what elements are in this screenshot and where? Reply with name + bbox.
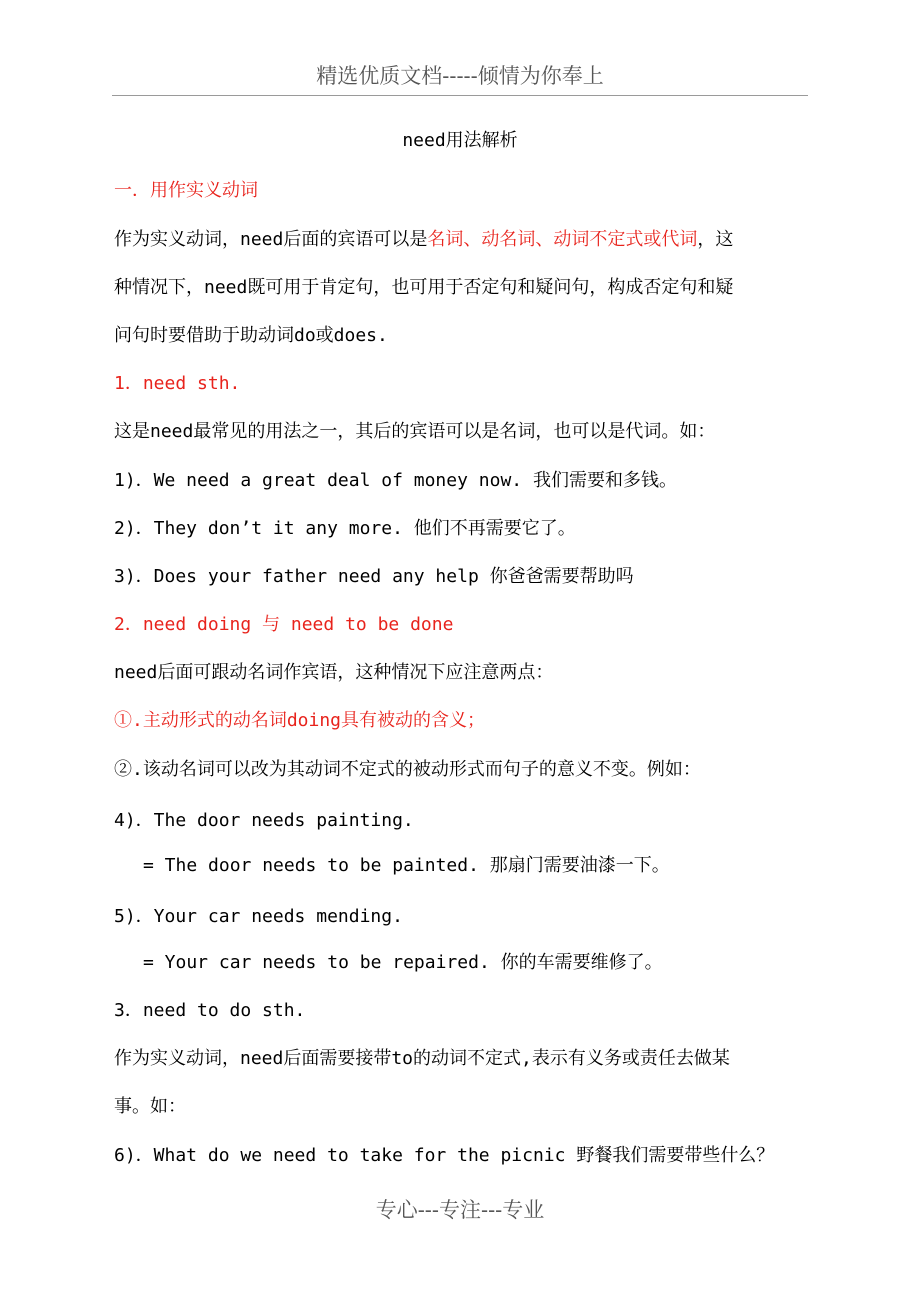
intro-highlight: 名词、动名词、动词不定式或代词 — [427, 229, 698, 250]
intro-text-tail: ，这 — [697, 229, 734, 250]
intro-text: 作为实义动词，need后面的宾语可以是 — [114, 229, 428, 250]
note-point-1: ①.主动形式的动名词doing具有被动的含义； — [114, 710, 486, 731]
example-line: 2)．They don’t it any more. 他们不再需要它了。 — [114, 518, 576, 539]
intro-paragraph-line-1 — [114, 228, 733, 252]
page-footer: 专心---专注---专业 — [375, 1198, 545, 1222]
document-title: need用法解析 — [402, 130, 518, 151]
example-equivalent-line: = The door needs to be painted. 那扇门需要油漆一下。 — [143, 855, 670, 876]
example-line: 5)．Your car needs mending. — [114, 906, 403, 927]
intro-paragraph-line-2: 种情况下，need既可用于肯定句，也可用于否定句和疑问句，构成否定句和疑 — [114, 277, 734, 298]
subsection-desc-3-line-1: 作为实义动词，need后面需要接带to的动词不定式,表示有义务或责任去做某 — [114, 1048, 730, 1069]
subsection-heading-1: 1．need sth. — [114, 373, 241, 394]
header-rule — [112, 95, 808, 96]
subsection-desc-2: need后面可跟动名词作宾语，这种情况下应注意两点： — [114, 662, 554, 683]
example-line: 1)．We need a great deal of money now. 我们需要和多钱。 — [114, 470, 677, 491]
section-heading: 一．用作实义动词 — [114, 180, 258, 201]
note-point-2: ②.该动名词可以改为其动词不定式的被动形式而句子的意义不变。例如： — [114, 759, 701, 780]
example-line: 6)．What do we need to take for the picnic 野餐我们需要带些什么？ — [114, 1145, 775, 1166]
subsection-heading-3: 3．need to do sth. — [114, 1000, 306, 1021]
subsection-desc-3-line-2: 事。如： — [114, 1096, 186, 1117]
subsection-desc-1: 这是need最常见的用法之一，其后的宾语可以是名词，也可以是代词。如： — [114, 421, 716, 442]
example-line: 4)．The door needs painting. — [114, 810, 414, 831]
subsection-heading-2: 2．need doing 与 need to be done — [114, 614, 454, 635]
example-equivalent-line: = Your car needs to be repaired. 你的车需要维修了。 — [143, 952, 663, 973]
intro-paragraph-line-3: 问句时要借助于助动词do或does. — [114, 325, 388, 346]
page-header: 精选优质文档-----倾情为你奉上 — [316, 64, 604, 88]
example-line: 3)．Does your father need any help 你爸爸需要帮助吗 — [114, 566, 634, 587]
